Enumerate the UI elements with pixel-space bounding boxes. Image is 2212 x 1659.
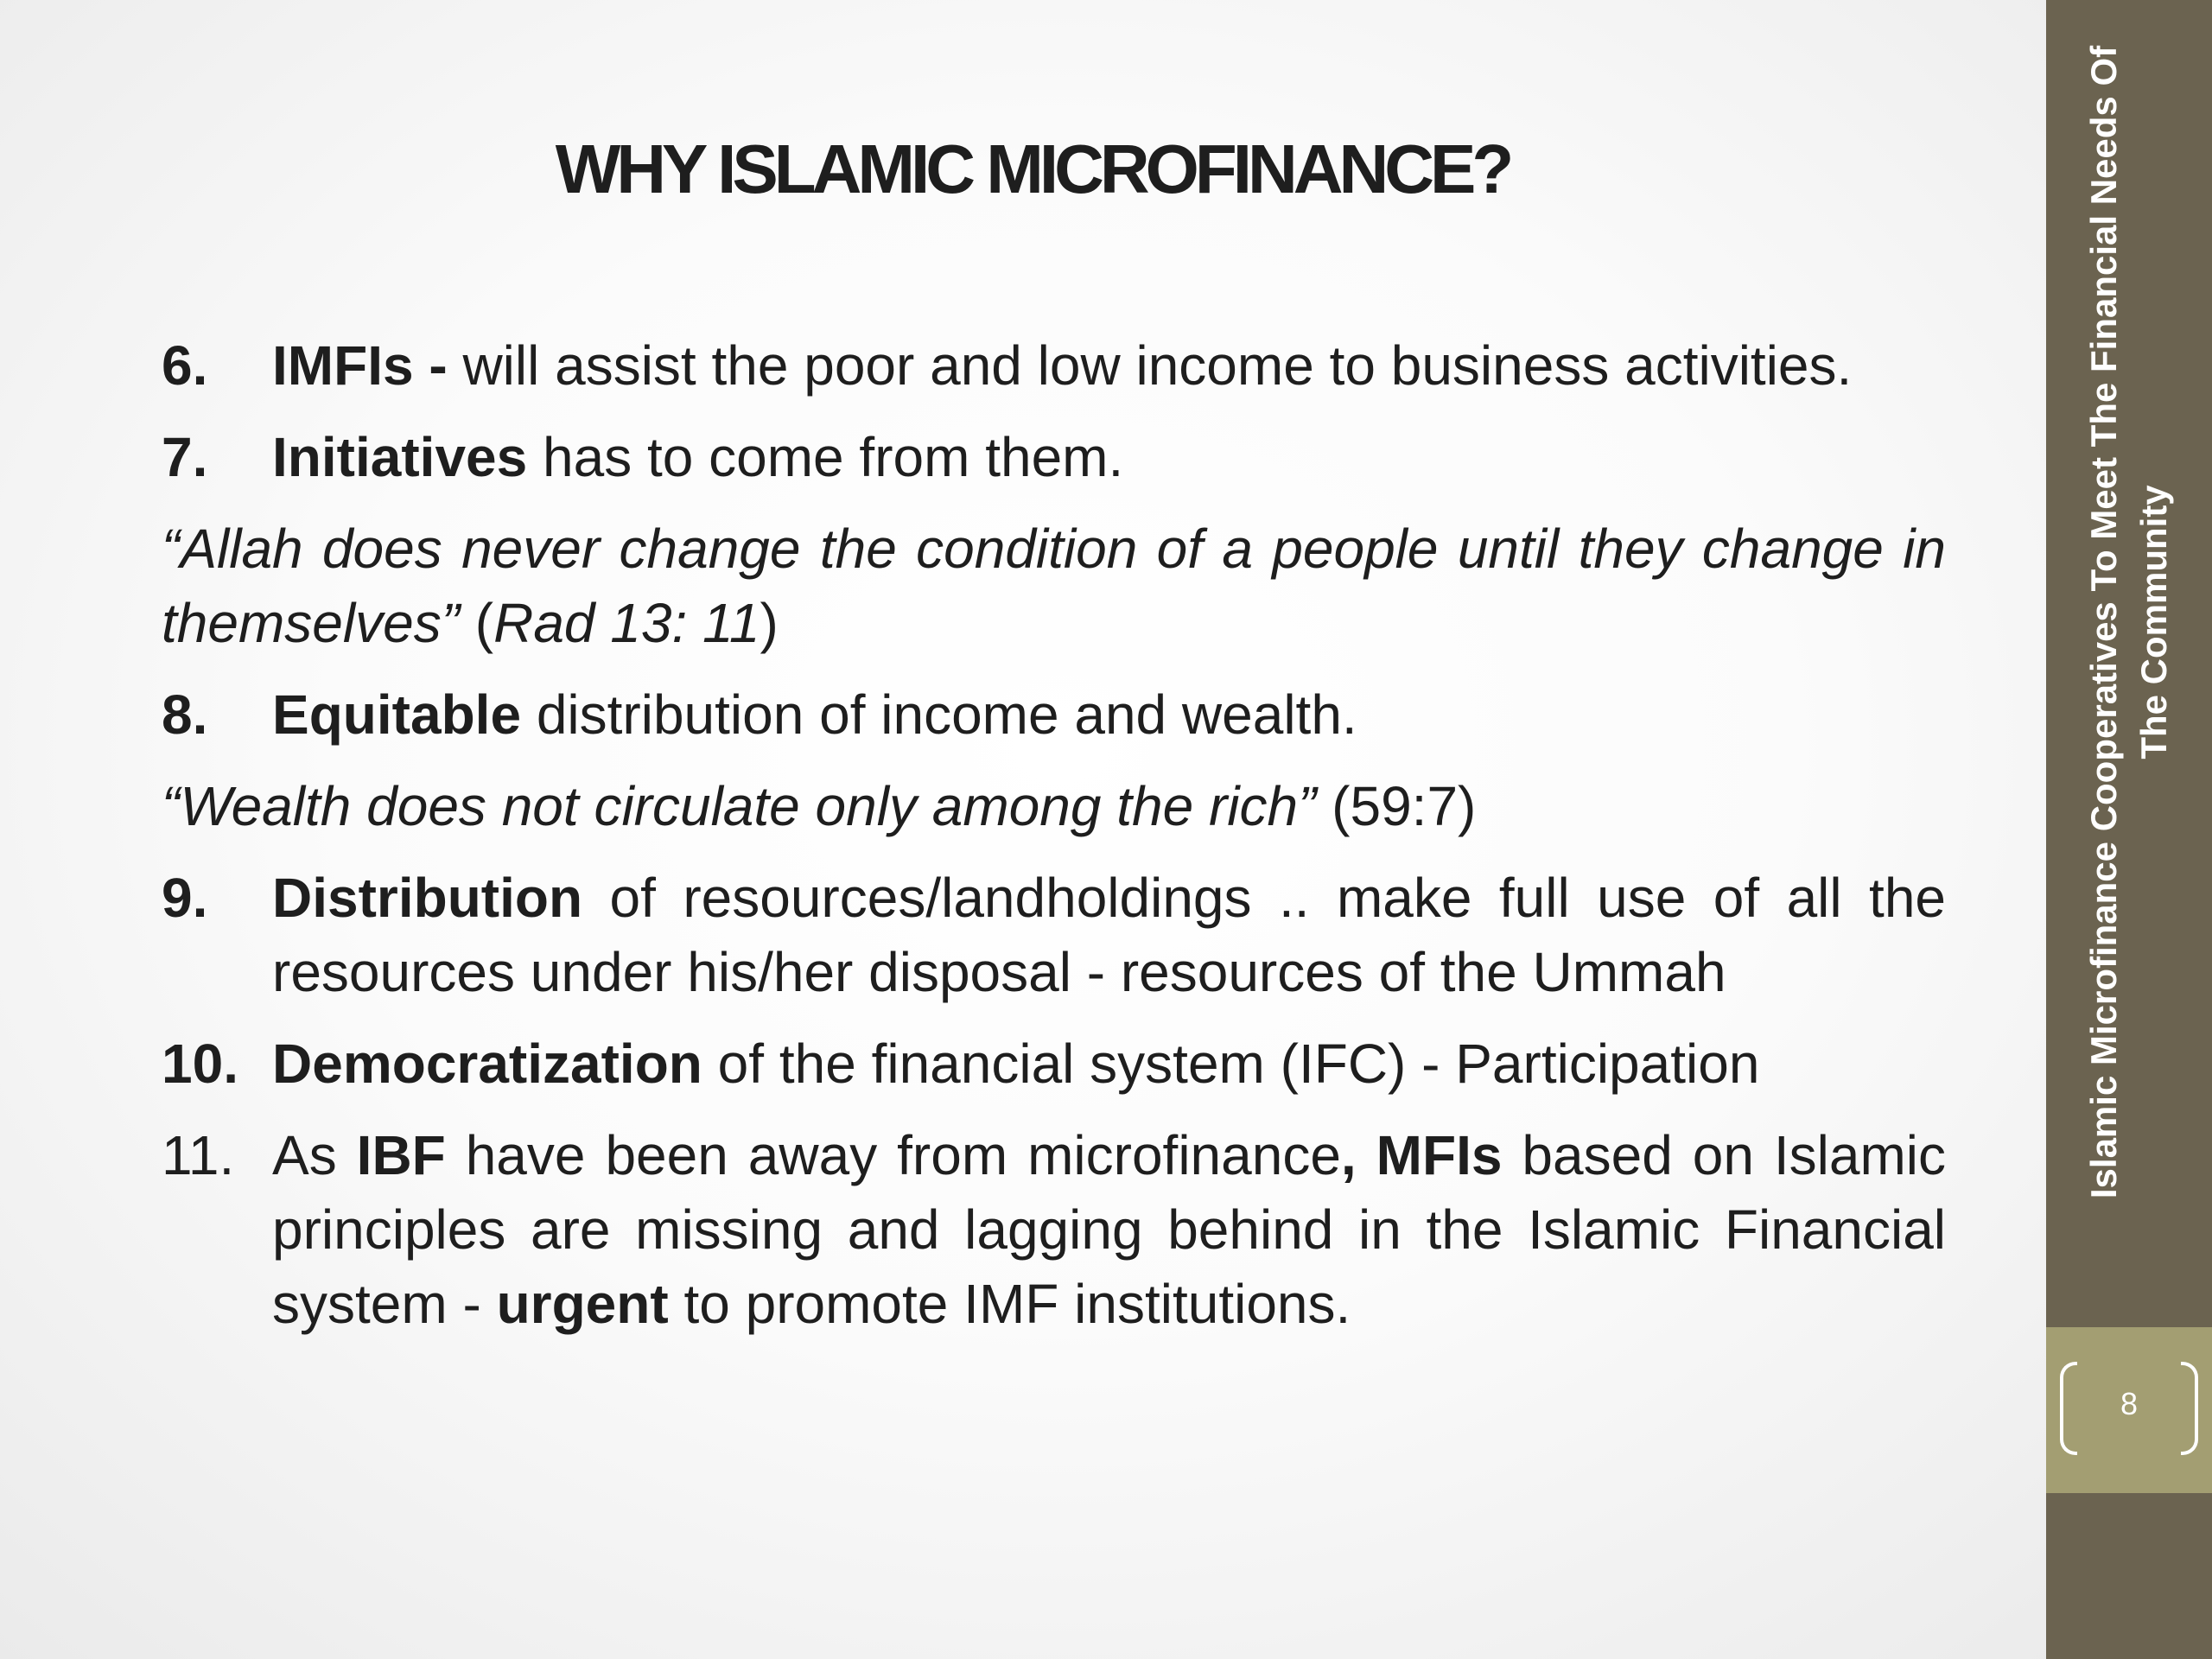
quote-text: “Allah does never change the condition of a people until they change in themselves” [162, 518, 1946, 654]
item-number: 6. [162, 334, 208, 397]
item-keyword: Distribution [272, 867, 583, 929]
quote-open-paren: ( [460, 592, 494, 654]
item-text [272, 861, 1946, 1009]
item-text [272, 328, 1946, 403]
quote-close-paren: ) [760, 592, 779, 654]
item-keyword: , MFIs [1340, 1124, 1503, 1186]
list-item-11 [162, 1118, 1946, 1341]
item-text [272, 1027, 1946, 1101]
item-description: of resources/landholdings .. make full use of all the resources under his/her disposal - resources of the Ummah [272, 867, 1946, 1003]
item-keyword: IBF [356, 1124, 446, 1186]
slide-title: WHY ISLAMIC MICROFINANCE? [555, 130, 1510, 207]
item-text [272, 677, 1946, 752]
item-text-part: based on Islamic principles are missing and lagging behind in the Islamic Financial system - [272, 1124, 1947, 1335]
item-keyword: Democratization [272, 1033, 702, 1095]
quote-reference: (59:7) [1316, 775, 1477, 837]
item-number: 11. [162, 1124, 235, 1186]
quote-rad [162, 512, 1946, 660]
list-item-10 [162, 1027, 1946, 1101]
item-number: 7. [162, 426, 208, 488]
quote-wealth [162, 769, 1946, 843]
page-number-box [2060, 1362, 2198, 1462]
item-keyword: Initiatives [272, 426, 528, 488]
list-item-6 [162, 328, 1946, 403]
item-number: 8. [162, 683, 208, 746]
slide-body [162, 328, 1946, 1358]
item-description: of the financial system (IFC) - Participation [702, 1033, 1760, 1095]
quote-reference: Rad 13: 11 [493, 592, 760, 654]
item-keyword: urgent [496, 1273, 669, 1335]
item-keyword: IMFIs - [272, 334, 448, 397]
item-description: will assist the poor and low income to business activities. [447, 334, 1853, 397]
list-item-7 [162, 420, 1946, 494]
item-keyword: Equitable [272, 683, 522, 746]
list-item-9 [162, 861, 1946, 1009]
item-description: has to come from them. [527, 426, 1124, 488]
sidebar-title: Islamic Microfinance Cooperatives To Meet The Financial Needs Of The Community [2083, 45, 2174, 1199]
item-number: 9. [162, 867, 208, 929]
item-description: distribution of income and wealth. [521, 683, 1357, 746]
item-text-part: have been away from microfinance [445, 1124, 1341, 1186]
item-text [272, 420, 1946, 494]
page-number: 8 [2120, 1386, 2139, 1421]
item-text-part: to promote IMF institutions. [668, 1273, 1351, 1335]
list-item-8 [162, 677, 1946, 752]
item-text-part: As [272, 1124, 357, 1186]
quote-text: “Wealth does not circulate only among the rich” [162, 775, 1317, 837]
item-text [272, 1118, 1946, 1341]
item-number: 10. [162, 1033, 238, 1095]
